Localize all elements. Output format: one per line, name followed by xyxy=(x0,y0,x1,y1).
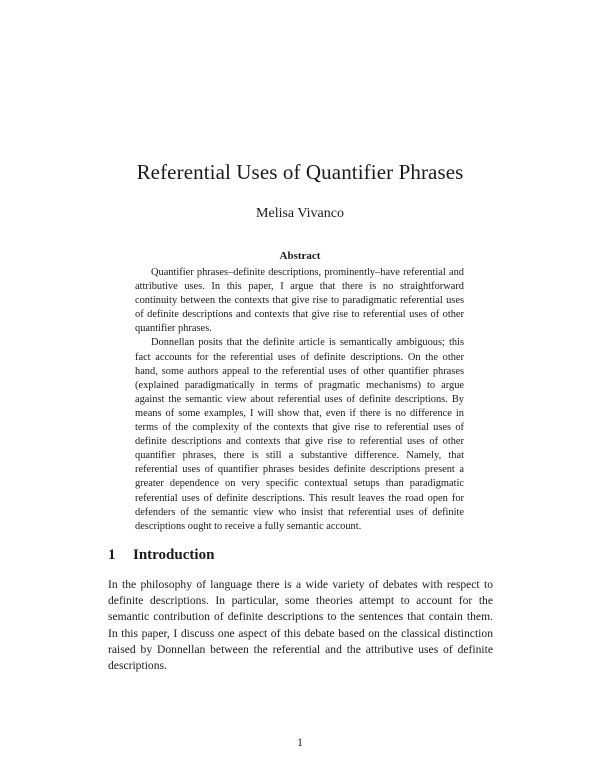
abstract-paragraph: Quantifier phrases–definite descriptions, prominently–have referential and attributive uses. In this paper, I argue that there is no straightforward continuity between the contexts that give rise to paradigmatic referential uses of definite descriptions and contexts that give rise to referential uses of other quantifier phrases. xyxy=(135,267,464,335)
abstract-paragraph: Donnellan posits that the definite article is semantically ambiguous; this fact accounts for the referential uses of definite descriptions. On the other hand, some authors appeal to the referential uses of other quantifier phrases (explained paradigmatically in terms of pragmatic mechanisms) to argue against the semantic view about referential uses of definite descriptions. By means of some examples, I will show that, even if there is no difference in terms of the complexity of the contexts that give rise to referential uses of definite descriptions and contexts that give rise to referential uses of other quantifier phrases, there is still a substantive difference. Namely, that referential uses of quantifier phrases besides definite descriptions present a greater dependence on very specific contextual setups than paradigmatic referential uses of definite descriptions. This result leaves the road open for defenders of the semantic view who insist that referential uses of definite descriptions ought to receive a fully semantic account. xyxy=(135,337,464,532)
page-number: 1 xyxy=(297,736,303,749)
abstract-body xyxy=(135,266,464,534)
author-name: Melisa Vivanco xyxy=(256,206,344,221)
abstract-heading: Abstract xyxy=(279,250,321,262)
section-body xyxy=(108,577,493,674)
paper-title: Referential Uses of Quantifier Phrases xyxy=(136,160,464,184)
section-title: Introduction xyxy=(133,547,215,563)
section-heading xyxy=(108,547,214,564)
body-paragraph: In the philosophy of language there is a wide variety of debates with respect to definite descriptions. In particular, some theories attempt to account for the semantic contribution of definite descriptions to the sentences that contain them. In this paper, I discuss one aspect of this debate based on the classical distinction raised by Donnellan between the referential and the attributive uses of definite descriptions. xyxy=(108,578,493,673)
section-number: 1 xyxy=(108,547,116,563)
